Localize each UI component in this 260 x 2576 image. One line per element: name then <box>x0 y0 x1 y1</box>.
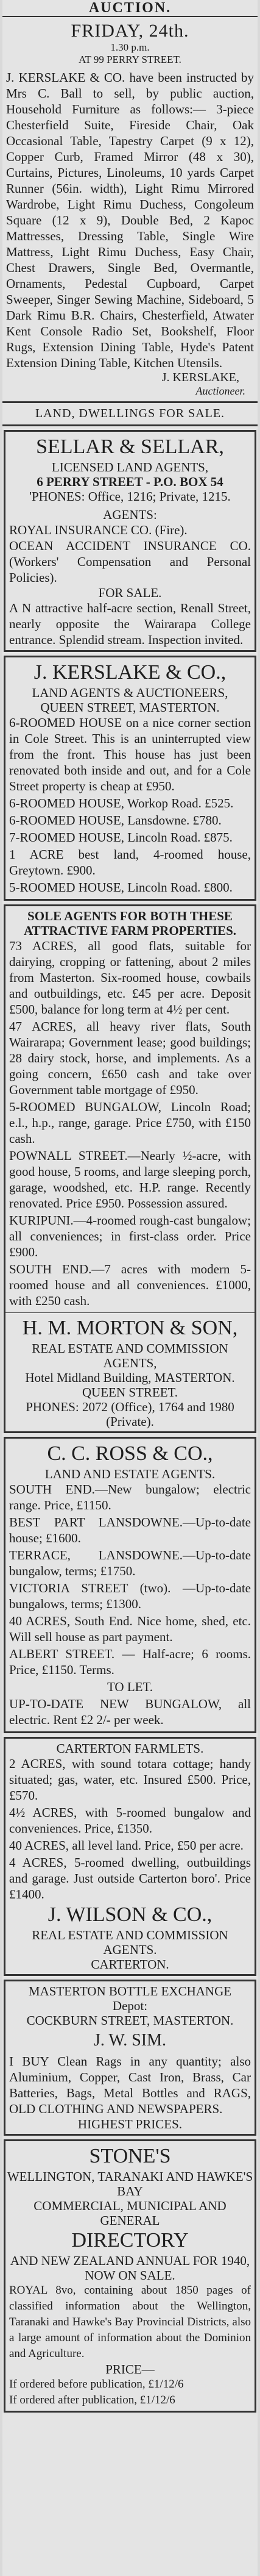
sellar-tag: LICENSED LAND AGENTS, <box>51 460 209 474</box>
sellar-advert <box>4 430 256 652</box>
auction-body: J. KERSLAKE & CO. have been instructed by Mrs C. Ball to sell, by public auction, Household Furniture as follows:— 3-piece Chesterfield Suite, Fireside Chair, Oak Occasional Table, Tapestry Carpet (9 x 12), Copper Curb, Framed Mirror (48 x 30), Curtains, Pictures, Linoleums, 10 yards Carpet Runner (56in. width), Light Rimu Mirrored Wardrobe, Light Rimu Duchess, Congoleum Square (12 x 9), Double Bed, 2 Kapoc Mattresses, Dressing Table, Single Wire Mattress, Light Rimu Duchess, Easy Chair, Chest Drawers, Single Bed, Overmantle, Ornaments, Pedestal Cupboard, Carpet Sweeper, Singer Sewing Machine, Sideboard, 5 Dark Rimu B.R. Chairs, Chesterfield, Atwater Kent Console Radio Set, Bookshelf, Floor Rugs, Extension Dining Table, Hyde's Patent Extension Dining Table, Kitchen Utensils. <box>6 70 254 370</box>
stone-directory: DIRECTORY <box>71 2229 189 2252</box>
sellar-phones: 'PHONES: Office, 1216; Private, 1215. <box>29 489 231 504</box>
kerslake-list <box>5 715 255 895</box>
wilson-town: CARTERTON. <box>91 1957 169 1972</box>
bottle-depot: Depot: <box>112 1998 148 2013</box>
morton-address2: QUEEN STREET. <box>82 1385 178 1400</box>
morton-tag: REAL ESTATE AND COMMISSION AGENTS, <box>32 1341 228 1370</box>
list-item: POWNALL STREET.—Nearly ½-acre, with good house, 5 rooms, and large sleeping porch, garage, woodshed, etc. H.P. range. Recently renovated. Price £950. Possession assured. <box>9 1148 251 1211</box>
sellar-forsale: FOR SALE. <box>98 585 162 600</box>
ross-name: C. C. ROSS & CO., <box>47 1442 213 1465</box>
list-item: 4 ACRES, 5-roomed dwelling, outbuildings and garage. Just outside Carterton boro'. Price £1400. <box>9 1855 251 1902</box>
carterton-list <box>5 1756 255 1902</box>
newspaper-column <box>2 0 258 2576</box>
kerslake-tag: LAND AGENTS & AUCTIONEERS, <box>32 685 228 700</box>
stones-directory-advert <box>4 2139 256 2413</box>
sellar-name: SELLAR & SELLAR, <box>36 435 224 458</box>
sellar-ins2: OCEAN ACCIDENT INSURANCE CO. (Workers' Compensation and Personal Policies). <box>9 538 251 585</box>
list-item: SOUTH END.—7 acres with modern 5-roomed house and all conveniences. £1000, with £250 cash. <box>9 1262 251 1308</box>
stone-line1: WELLINGTON, TARANAKI AND HAWKE'S BAY <box>7 2169 253 2199</box>
list-item: 40 ACRES, all level land. Price, £50 per acre. <box>9 1838 244 1853</box>
ross-list <box>5 1481 255 1728</box>
sole-title: SOLE AGENTS FOR BOTH THESE ATTRACTIVE FARM PROPERTIES. <box>23 909 237 938</box>
stone-price-2: If ordered after publication, £1/12/6 <box>9 2394 175 2406</box>
carterton-title: CARTERTON FARMLETS. <box>56 1741 204 1756</box>
bottle-body: I BUY Clean Rags in any quantity; also Aluminium, Copper, Cast Iron, Brass, Car Batteries, Bags, Metal Bottles and RAGS, OLD CLOTHING AND NEWSPAPERS. <box>9 2054 251 2116</box>
list-item: 1 ACRE best land, 4-roomed house, Greytown. £900. <box>9 847 251 878</box>
bottle-prices: HIGHEST PRICES. <box>77 2117 183 2131</box>
list-item: BEST PART LANSDOWNE.—Up-to-date house; £1600. <box>9 1515 251 1545</box>
kerslake-address: QUEEN STREET, MASTERTON. <box>40 700 220 715</box>
sole-agents-advert <box>4 904 256 1433</box>
auction-place: AT 99 PERRY STREET. <box>79 54 181 65</box>
list-item: TERRACE, LANSDOWNE.—Up-to-date bungalow, terms; £1750. <box>9 1548 251 1578</box>
bottle-address: COCKBURN STREET, MASTERTON. <box>26 2013 234 2028</box>
list-item: 4½ ACRES, with 5-roomed bungalow and conveniences. Price, £1350. <box>9 1805 251 1836</box>
stone-price: PRICE— <box>105 2362 155 2377</box>
morton-phones: PHONES: 2072 (Office), 1764 and 1980 (Private). <box>26 1400 234 1429</box>
auction-notice <box>2 21 258 398</box>
divider <box>2 401 258 403</box>
divider <box>5 1312 255 1313</box>
kerslake-advert <box>4 656 256 901</box>
list-item: VICTORIA STREET (two). —Up-to-date bungalows, terms; £1300. <box>9 1581 251 1611</box>
to-let-heading: TO LET. <box>107 1680 153 1694</box>
stone-line3: AND NEW ZEALAND ANNUAL FOR 1940, <box>10 2253 250 2268</box>
bottle-name: J. W. SIM. <box>93 2031 167 2050</box>
auction-signature: J. KERSLAKE, <box>161 371 239 384</box>
morton-address1: Hotel Midland Building, MASTERTON. <box>25 1370 235 1385</box>
list-item: 6-ROOMED HOUSE, Lansdowne. £780. <box>9 813 222 828</box>
list-item: ALBERT STREET. — Half-acre; 6 rooms. Price, £1150. Terms. <box>9 1647 251 1677</box>
carterton-advert <box>4 1737 256 1976</box>
sellar-ins1: ROYAL INSURANCE CO. (Fire). <box>9 523 188 537</box>
list-item: 40 ACRES, South End. Nice home, shed, etc. Will sell house as part payment. <box>9 1614 251 1644</box>
ross-tag: LAND AND ESTATE AGENTS. <box>44 1467 216 1481</box>
auction-day: FRIDAY, 24th. <box>71 21 189 41</box>
sellar-item: A N attractive half-acre section, Renall Street, nearly opposite the Wairarapa College entrance. Splendid stream. Inspection invited. <box>9 601 251 647</box>
stone-body: ROYAL 8vo, containing about 1850 pages of classified information about the Wellington, Taranaki and Hawke's Bay Provincial Districts, also a large amount of information about the Dominion and Agriculture. <box>9 2284 251 2360</box>
auction-time: 1.30 p.m. <box>110 41 150 53</box>
divider <box>2 424 258 426</box>
auction-header: AUCTION. <box>2 0 258 17</box>
wilson-name: J. WILSON & CO., <box>47 1903 213 1926</box>
list-item: 5-ROOMED HOUSE, Lincoln Road. £800. <box>9 880 233 895</box>
bottle-title: MASTERTON BOTTLE EXCHANGE <box>28 1984 232 1998</box>
list-item: 73 ACRES, all good flats, suitable for dairying, cropping or fattening, about 2 miles from Masterton. Six-roomed house, cowbails and outbuildings, etc. £45 per acre. Deposit £500, balance for long term at 4½ per cent. <box>9 939 251 1017</box>
list-item: 6-ROOMED HOUSE on a nice corner section in Cole Street. This is an uninterrupted view from the front. This house has just been renovated both inside and out, and for a Cole Street property is cheap at £950. <box>9 715 251 793</box>
list-item: SOUTH END.—New bungalow; electric range. Price, £1150. <box>9 1482 251 1512</box>
morton-name: H. M. MORTON & SON, <box>22 1317 238 1339</box>
wilson-tag: REAL ESTATE AND COMMISSION AGENTS. <box>32 1928 228 1957</box>
sellar-agents: AGENTS: <box>103 507 157 522</box>
list-item: UP-TO-DATE NEW BUNGALOW, all electric. Rent £2 2/- per week. <box>9 1697 251 1727</box>
sellar-address: 6 PERRY STREET - P.O. BOX 54 <box>37 474 223 489</box>
list-item: KURIPUNI.—4-roomed rough-cast bungalow; all conveniences; in first-class order. Price £900. <box>9 1213 251 1259</box>
kerslake-name: J. KERSLAKE & CO., <box>33 661 227 684</box>
list-item: 7-ROOMED HOUSE, Lincoln Road. £875. <box>9 830 233 845</box>
bottle-exchange-advert <box>4 1980 256 2136</box>
stone-now: NOW ON SALE. <box>85 2268 175 2283</box>
stone-line2: COMMERCIAL, MUNICIPAL AND GENERAL <box>33 2199 227 2228</box>
ross-advert <box>4 1437 256 1733</box>
auction-signature-role: Auctioneer. <box>195 385 245 397</box>
list-item: 6-ROOMED HOUSE, Workop Road. £525. <box>9 796 234 810</box>
stone-name: STONE'S <box>89 2145 171 2167</box>
list-item: 2 ACRES, with sound totara cottage; handy situated; gas, water, etc. Insured £500. Price, £570. <box>9 1756 251 1803</box>
list-item: 47 ACRES, all heavy river flats, South Wairarapa; Government lease; good buildings; 28 dairy stock, horse, and implements. As a going concern, £650 cash and take over Government table mortgage of £950. <box>9 1019 251 1097</box>
stone-price-1: If ordered before publication, £1/12/6 <box>9 2378 184 2391</box>
list-item: 5-ROOMED BUNGALOW, Lincoln Road; e.l., h.p., range, garage. Price £750, with £150 cash. <box>9 1100 251 1146</box>
sole-list <box>5 938 255 1309</box>
section-title: LAND, DWELLINGS FOR SALE. <box>35 407 225 420</box>
